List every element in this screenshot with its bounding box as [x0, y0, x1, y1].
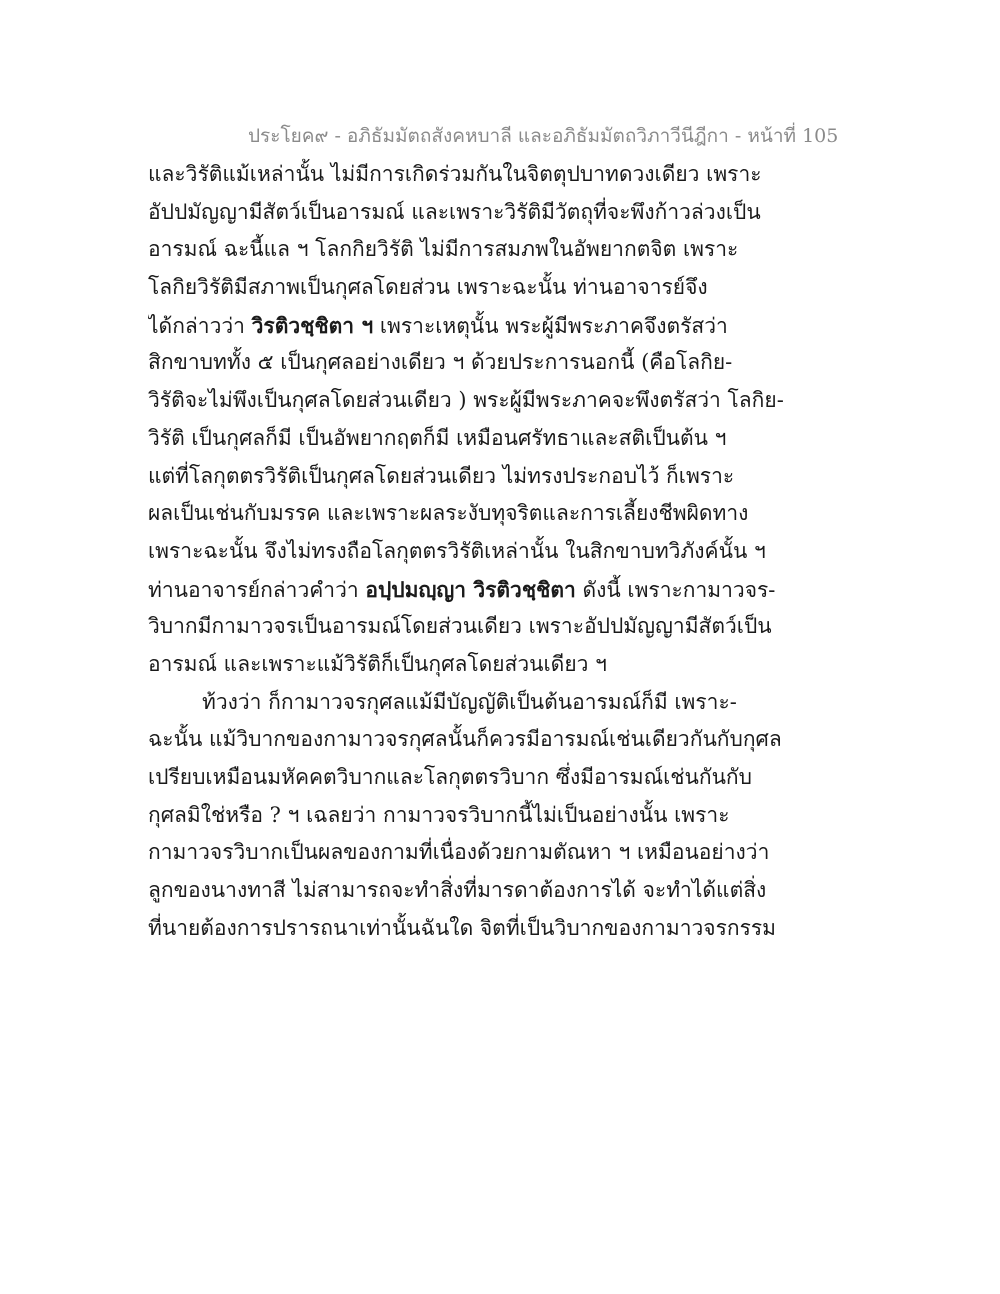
- line-text-after: เพราะเหตุนั้น พระผู้มีพระภาคจึงตรัสว่า: [373, 313, 728, 338]
- text-line: ผลเป็นเช่นกับมรรค และเพราะผลระงับทุจริตและการเลี้ยงชีพผิดทาง: [148, 501, 749, 526]
- text-line: อัปปมัญญามีสัตว์เป็นอารมณ์ และเพราะวิรัติมีวัตถุที่จะพึงก้าวล่วงเป็น: [148, 199, 761, 224]
- text-line: [148, 571, 868, 609]
- text-line: อารมณ์ ฉะนี้แล ฯ โลกกิยวิรัติ ไม่มีการสมภพในอัพยากตจิต เพราะ: [148, 237, 739, 262]
- pali-term: วิรติวชฺชิตา ฯ: [251, 312, 374, 338]
- text-line: เพราะฉะนั้น จึงไม่ทรงถือโลกุตตรวิรัติเหล่านั้น ในสิกขาบทวิภังค์นั้น ฯ: [148, 538, 766, 563]
- line-text-before: ท่านอาจารย์กล่าวคำว่า: [148, 577, 366, 602]
- line-text-after: ดังนี้ เพราะกามาวจร-: [575, 577, 776, 602]
- text-line: เปรียบเหมือนมหัคคตวิบากและโลกุตตรวิบาก ซึ่งมีอารมณ์เช่นกันกับ: [148, 765, 752, 789]
- text-line: ที่นายต้องการปรารถนาเท่านั้นฉันใด จิตที่เป็นวิบากของกามาวจรกรรม: [148, 915, 777, 940]
- text-line: [148, 307, 868, 345]
- text-line: อารมณ์ และเพราะแม้วิรัติก็เป็นกุศลโดยส่วนเดียว ฯ: [148, 651, 607, 676]
- text-line: โลกิยวิรัติมีสภาพเป็นกุศลโดยส่วน เพราะฉะนั้น ท่านอาจารย์จึง: [148, 275, 708, 300]
- text-line: วิรัติ เป็นกุศลก็มี เป็นอัพยากฤตก็มี เหมือนศรัทธาและสติเป็นต้น ฯ: [148, 425, 727, 450]
- text-line: กามาวจรวิบากเป็นผลของกามที่เนื่องด้วยกามตัณหา ฯ เหมือนอย่างว่า: [148, 840, 770, 865]
- text-line: ฉะนั้น แม้วิบากของกามาวจรกุศลนั้นก็ควรมีอารมณ์เช่นเดียวกันกับกุศล: [148, 727, 782, 752]
- text-line: ลูกของนางทาสี ไม่สามารถจะทำสิ่งที่มารดาต้องการได้ จะทำได้แต่สิ่ง: [148, 878, 767, 903]
- text-line: และวิรัติแม้เหล่านั้น ไม่มีการเกิดร่วมกันในจิตตุปบาทดวงเดียว เพราะ: [148, 162, 762, 186]
- text-line: วิบากมีกามาวจรเป็นอารมณ์โดยส่วนเดียว เพราะอัปปมัญญามีสัตว์เป็น: [148, 614, 772, 639]
- line-text-before: ได้กล่าวว่า: [148, 313, 252, 338]
- paragraph-start-line: ท้วงว่า ก็กามาวจรกุศลแม้มีบัญญัติเป็นต้นอารมณ์ก็มี เพราะ-: [202, 689, 737, 714]
- body-text: [148, 156, 868, 947]
- text-line: วิรัติจะไม่พึงเป็นกุศลโดยส่วนเดียว ) พระผู้มีพระภาคจะพึงตรัสว่า โลกิย-: [148, 388, 784, 413]
- running-header: ประโยค๙ - อภิธัมมัตถสังคหบาลี และอภิธัมมัตถวิภาวีนีฎีกา - หน้าที่ 105: [248, 125, 839, 147]
- pali-term: อปฺปมญฺญา วิรติวชฺชิตา: [365, 576, 576, 602]
- text-line: แต่ที่โลกุตตรวิรัติเป็นกุศลโดยส่วนเดียว ไม่ทรงประกอบไว้ ก็เพราะ: [148, 463, 735, 488]
- text-line: สิกขาบททั้ง ๕ เป็นกุศลอย่างเดียว ฯ ด้วยประการนอกนี้ (คือโลกิย-: [148, 350, 733, 375]
- text-line: กุศลมิใช่หรือ ? ฯ เฉลยว่า กามาวจรวิบากนี้ไม่เป็นอย่างนั้น เพราะ: [148, 802, 730, 827]
